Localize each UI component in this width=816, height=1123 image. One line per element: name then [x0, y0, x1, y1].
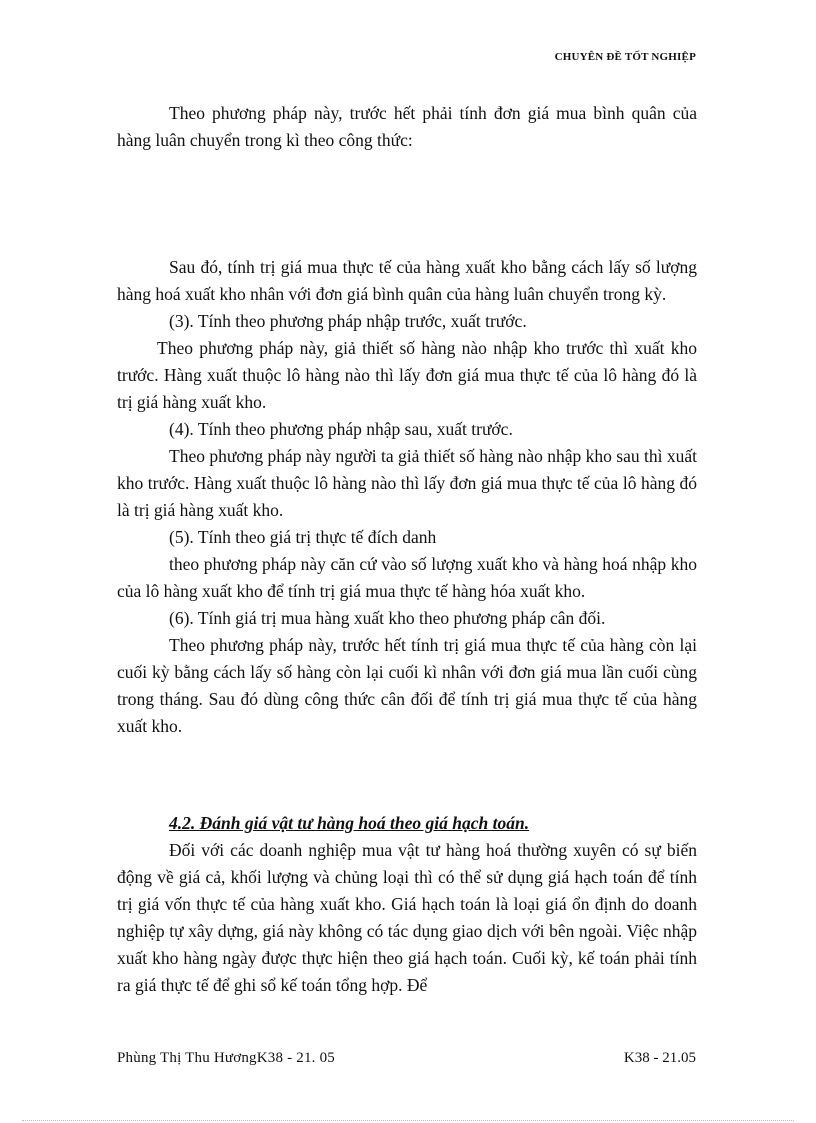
paragraph: Đối với các doanh nghiệp mua vật tư hàng hoá thường xuyên có sự biến động về giá cả, khối lượng và chủng loại thì có thể sử dụng giá hạch toán để tính trị giá vốn thực tế của hàng xuất kho. Giá hạch toán là loại giá ổn định do doanh nghiệp tự xây dựng, giá này không có tác dụng giao dịch với bên ngoài. Việc nhập xuất kho hàng ngày được thực hiện theo giá hạch toán. Cuối kỳ, kế toán phải tính ra giá thực tế để ghi sổ kế toán tổng hợp. Để [117, 840, 697, 995]
paragraph: Sau đó, tính trị giá mua thực tế của hàng xuất kho bằng cách lấy số lượng hàng hoá xuất kho nhân với đơn giá bình quân của hàng luân chuyển trong kỳ. [117, 257, 697, 304]
footer-author: Phùng Thị Thu HươngK38 - 21. 05 [117, 1050, 335, 1066]
paragraph: theo phương pháp này căn cứ vào số lượng xuất kho và hàng hoá nhập kho của lô hàng xuất kho để tính trị giá mua thực tế hàng hóa xuất kho. [117, 554, 697, 601]
paragraph: (3). Tính theo phương pháp nhập trước, xuất trước. [169, 311, 527, 331]
paragraph: (4). Tính theo phương pháp nhập sau, xuất trước. [169, 419, 513, 439]
page-bottom-divider [22, 1120, 794, 1121]
footer-class: K38 - 21.05 [623, 1050, 696, 1066]
header-title: CHUYÊN ĐỀ TỐT NGHIỆP [554, 51, 696, 63]
paragraph: Theo phương pháp này, trước hết phải tính đơn giá mua bình quân của hàng luân chuyển trong kì theo công thức: [117, 103, 697, 150]
section-space [117, 740, 697, 810]
paragraph: Theo phương pháp này, giả thiết số hàng nào nhập kho trước thì xuất kho trước. Hàng xuất thuộc lô hàng nào thì lấy đơn giá mua thực tế của lô hàng đó là trị giá hàng xuất kho. [117, 338, 697, 412]
document-body [117, 100, 697, 999]
formula-space [117, 154, 697, 254]
paragraph: (5). Tính theo giá trị thực tế đích danh [169, 527, 437, 547]
paragraph: (6). Tính giá trị mua hàng xuất kho theo phương pháp cân đối. [169, 608, 606, 628]
paragraph: Theo phương pháp này người ta giả thiết số hàng nào nhập kho sau thì xuất kho trước. Hàng xuất thuộc lô hàng nào thì lấy đơn giá mua thực tế của lô hàng đó là trị giá hàng xuất kho. [117, 446, 697, 520]
paragraph: Theo phương pháp này, trước hết tính trị giá mua thực tế của hàng còn lại cuối kỳ bằng cách lấy số hàng còn lại cuối kì nhân với đơn giá mua lần cuối cùng trong tháng. Sau đó dùng công thức cân đối để tính trị giá mua thực tế của hàng xuất kho. [117, 635, 697, 736]
section-heading: 4.2. Đánh giá vật tư hàng hoá theo giá hạch toán. [169, 813, 530, 833]
